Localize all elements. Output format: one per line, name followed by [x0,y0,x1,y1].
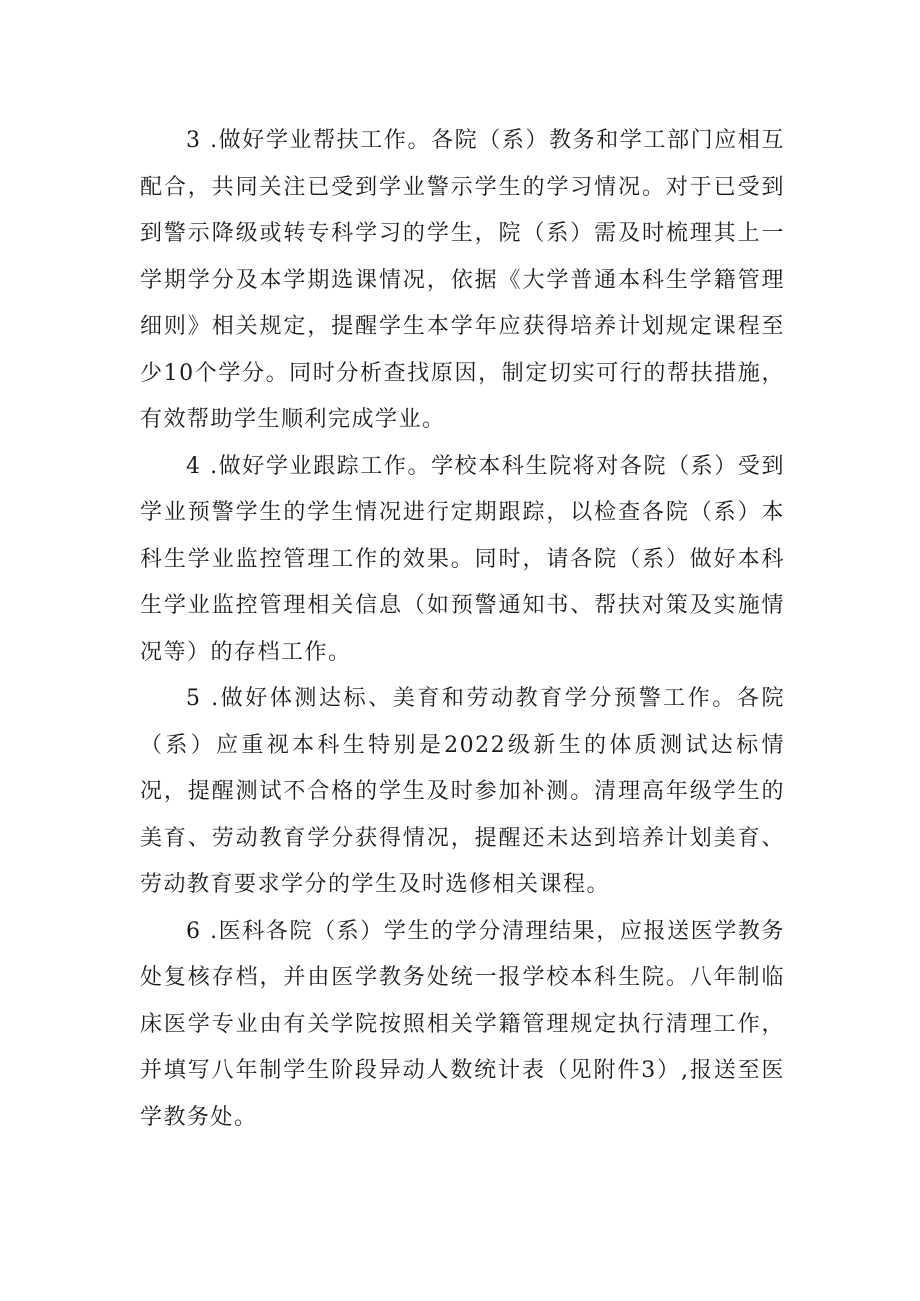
paragraph-fitness-arts-labor-credits: 5 .做好体测达标、美育和劳动教育学分预警工作。各院（系）应重视本科生特别是2022级新生的体质测试达标情况，提醒测试不合格的学生及时参加补测。清理高年级学生的美育、劳动教育学分获得情况，提醒还未达到培养计划美育、劳动教育要求学分的学生及时选修相关课程。 [140,686,785,897]
paragraph-academic-support: 3 .做好学业帮扶工作。各院（系）教务和学工部门应相互配合，共同关注已受到学业警示学生的学习情况。对于已受到到警示降级或转专科学习的学生，院（系）需及时梳理其上一学期学分及本学期选课情况，依据《大学普通本科生学籍管理细则》相关规定，提醒学生本学年应获得培养计划规定课程至少10个学分。同时分析查找原因，制定切实可行的帮扶措施，有效帮助学生顺利完成学业。 [140,128,785,432]
document-body [140,118,785,1141]
paragraph-medical-school-credits: 6 .医科各院（系）学生的学分清理结果，应报送医学教务处复核存档，并由医学教务处统一报学校本科生院。八年制临床医学专业由有关学院按照相关学籍管理规定执行清理工作，并填写八年制学生阶段异动人数统计表（见附件3）,报送至医学教务处。 [140,918,785,1130]
paragraph-academic-tracking: 4 .做好学业跟踪工作。学校本科生院将对各院（系）受到学业预警学生的学生情况进行定期跟踪，以检查各院（系）本科生学业监控管理工作的效果。同时，请各院（系）做好本科生学业监控管理相关信息（如预警通知书、帮扶对策及实施情况等）的存档工作。 [140,453,785,665]
